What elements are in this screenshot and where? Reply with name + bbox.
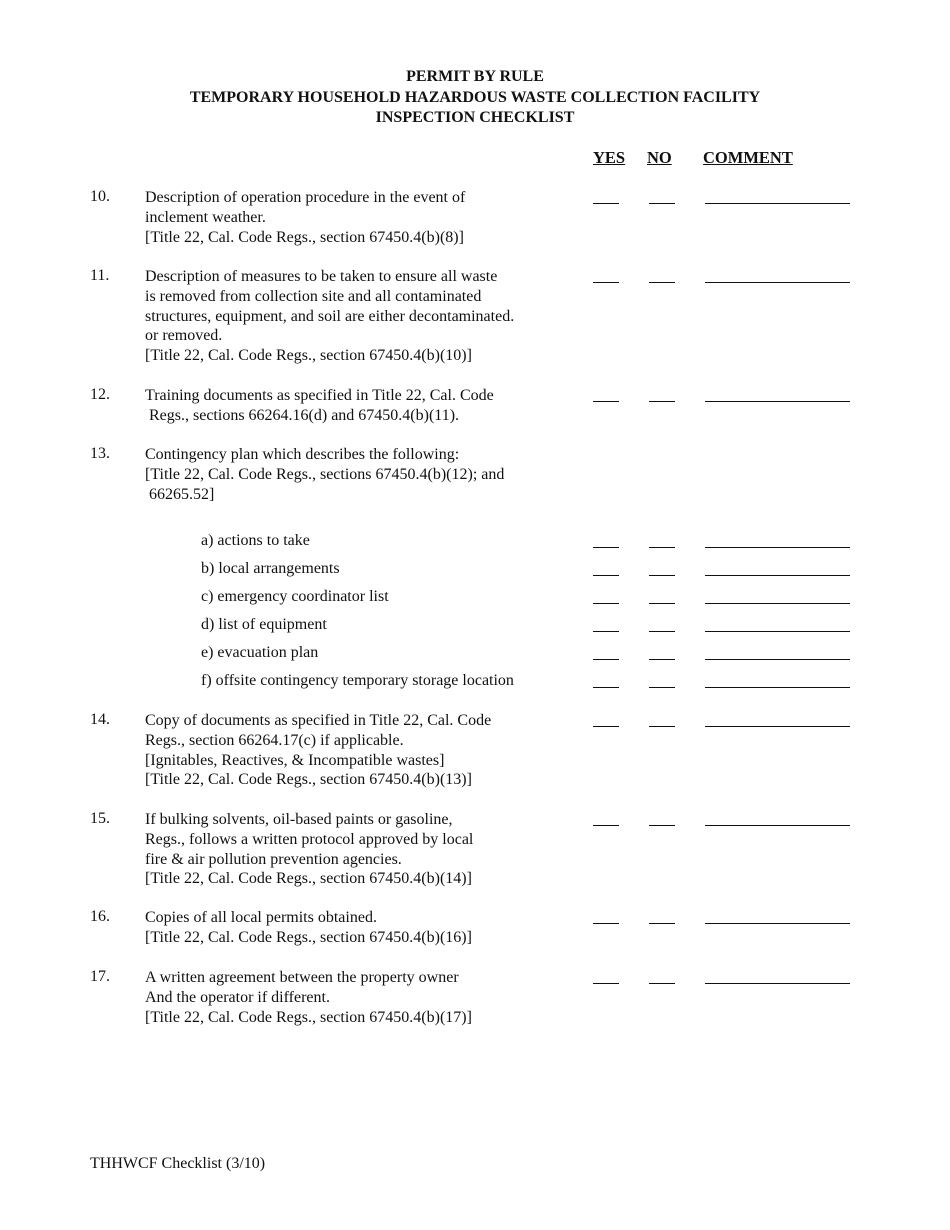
comment-blank[interactable] [705,603,850,604]
comment-blank[interactable] [705,401,850,402]
no-blank[interactable] [649,631,675,632]
yes-blank[interactable] [593,631,619,632]
column-header-yes: YES [593,148,626,167]
item-number: 13. [90,445,110,462]
comment-blank[interactable] [705,282,850,283]
item-number: 14. [90,711,110,728]
comment-blank[interactable] [705,687,850,688]
subitem-label: e) evacuation plan [201,644,319,661]
item-number: 17. [90,968,110,985]
item-description: Description of operation procedure in the event of inclement weather. [Title 22, Cal. Code Regs., section 67450.4(b)(8)] [145,189,466,246]
subitem-label: f) offsite contingency temporary storage location [201,672,514,689]
comment-blank[interactable] [705,923,850,924]
comment-blank[interactable] [705,726,850,727]
no-blank[interactable] [649,687,675,688]
yes-blank[interactable] [593,603,619,604]
comment-blank[interactable] [705,575,850,576]
item-number: 16. [90,908,110,925]
comment-blank[interactable] [705,983,850,984]
comment-blank[interactable] [705,203,850,204]
subitem-label: d) list of equipment [201,616,327,633]
subitem-label: a) actions to take [201,532,310,549]
item-description: Training documents as specified in Title 22, Cal. Code Regs., sections 66264.16(d) and 67450.4(b)(11). [145,387,494,424]
comment-blank[interactable] [705,631,850,632]
subitem-label: b) local arrangements [201,560,340,577]
no-blank[interactable] [649,825,675,826]
yes-blank[interactable] [593,983,619,984]
item-number: 10. [90,188,110,205]
no-blank[interactable] [649,923,675,924]
item-description: Copy of documents as specified in Title 22, Cal. Code Regs., section 66264.17(c) if applicable. [Ignitables, Reactives, & Incompatible wastes] [Title 22, Cal. Code Regs., section 67450.4(b)(13)] [145,712,492,789]
yes-blank[interactable] [593,726,619,727]
comment-blank[interactable] [705,659,850,660]
title-line-2: TEMPORARY HOUSEHOLD HAZARDOUS WASTE COLLECTION FACILITY [189,89,761,106]
yes-blank[interactable] [593,825,619,826]
yes-blank[interactable] [593,659,619,660]
footer-label: THHWCF Checklist (3/10) [90,1155,266,1172]
no-blank[interactable] [649,401,675,402]
no-blank[interactable] [649,659,675,660]
comment-blank[interactable] [705,547,850,548]
no-blank[interactable] [649,575,675,576]
no-blank[interactable] [649,203,675,204]
yes-blank[interactable] [593,203,619,204]
yes-blank[interactable] [593,547,619,548]
item-description: Description of measures to be taken to ensure all waste is removed from collection site and all contaminated structures, equipment, and soil are either decontaminated. or removed. [Title 22, Cal. Code Regs., section 67450.4(b)(10)] [145,268,515,365]
item-number: 15. [90,810,110,827]
no-blank[interactable] [649,603,675,604]
yes-blank[interactable] [593,401,619,402]
no-blank[interactable] [649,547,675,548]
item-description: Contingency plan which describes the following: [Title 22, Cal. Code Regs., sections 67450.4(b)(12); and 66265.52] [145,446,505,503]
item-number: 11. [90,267,110,284]
column-header-comment: COMMENT [703,148,793,167]
item-description: If bulking solvents, oil-based paints or gasoline, Regs., follows a written protocol approved by local fire & air pollution prevention agencies. [Title 22, Cal. Code Regs., section 67450.4(b)(14)] [145,811,474,888]
comment-blank[interactable] [705,825,850,826]
subitem-label: c) emergency coordinator list [201,588,389,605]
no-blank[interactable] [649,282,675,283]
item-description: Copies of all local permits obtained. [Title 22, Cal. Code Regs., section 67450.4(b)(16)] [145,909,472,946]
yes-blank[interactable] [593,282,619,283]
yes-blank[interactable] [593,923,619,924]
no-blank[interactable] [649,726,675,727]
title-line-3: INSPECTION CHECKLIST [375,109,575,126]
title-line-1: PERMIT BY RULE [406,68,544,85]
yes-blank[interactable] [593,687,619,688]
item-description: A written agreement between the property owner And the operator if different. [Title 22, Cal. Code Regs., section 67450.4(b)(17)] [145,969,472,1026]
no-blank[interactable] [649,983,675,984]
column-header-no: NO [647,148,672,167]
item-number: 12. [90,386,110,403]
yes-blank[interactable] [593,575,619,576]
